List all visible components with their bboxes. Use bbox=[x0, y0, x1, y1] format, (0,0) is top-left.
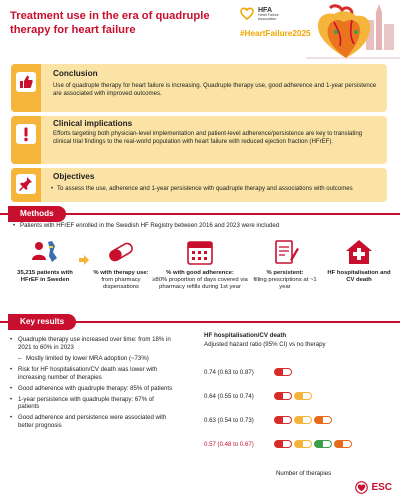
objectives-box bbox=[11, 168, 387, 202]
esc-heart-icon bbox=[355, 481, 368, 494]
thumbs-up-icon bbox=[16, 72, 36, 92]
therapy-pills bbox=[274, 368, 292, 376]
methods-col-adherence-bold: % with good adherence: bbox=[166, 270, 234, 276]
page-title: Treatment use in the era of quadruple therapy for heart failure bbox=[10, 10, 210, 36]
key-results-header bbox=[0, 314, 400, 330]
therapy-pill bbox=[314, 440, 332, 448]
hr-subtitle: Adjusted hazard ratio (95% CI) vs no therapy bbox=[204, 341, 326, 348]
exclamation-icon bbox=[16, 124, 36, 144]
clinical-box bbox=[11, 116, 387, 164]
key-result-item: • Risk for HF hospitalisation/CV death was lower with increasing number of therapies bbox=[8, 366, 176, 382]
key-result-subitem: – Mostly limited by lower MRA adoption (~73%) bbox=[8, 355, 176, 363]
methods-col-adherence-text: ≥80% proportion of days covered via pharmacy refills during 1st year bbox=[152, 277, 248, 291]
hr-value: 0.57 (0.48 to 0.67) bbox=[204, 440, 254, 448]
conclusion-title: Conclusion bbox=[53, 69, 98, 78]
therapy-pill bbox=[274, 392, 292, 400]
hr-footer: Number of therapies bbox=[276, 470, 332, 477]
esc-text: ESC bbox=[371, 482, 392, 493]
therapy-pill bbox=[294, 416, 312, 424]
therapy-pill bbox=[294, 392, 312, 400]
therapy-pill bbox=[274, 440, 292, 448]
methods-col-therapy-text: from pharmacy dispensations bbox=[101, 277, 141, 291]
hr-value: 0.74 (0.63 to 0.87) bbox=[204, 368, 254, 376]
conclusion-box bbox=[11, 64, 387, 112]
hr-title: HF hospitalisation/CV death bbox=[204, 332, 287, 339]
clinical-title: Clinical implications bbox=[53, 119, 133, 128]
calendar-icon bbox=[185, 238, 215, 266]
therapy-pill bbox=[334, 440, 352, 448]
hr-row-3 bbox=[204, 416, 332, 424]
therapy-pills bbox=[274, 416, 332, 424]
methods-col-persistent-bold: % persistent: bbox=[266, 270, 304, 276]
key-result-item: • Good adherence and persistence were associated with better prognosis bbox=[8, 414, 176, 430]
therapy-pills bbox=[274, 392, 312, 400]
methods-col-persistent-text: filling prescriptions at ~1 year bbox=[253, 277, 317, 291]
hfa-line1: Heart Failure bbox=[258, 13, 279, 18]
therapy-pill bbox=[294, 440, 312, 448]
therapy-pills bbox=[274, 440, 352, 448]
hr-row-1 bbox=[204, 368, 292, 376]
hr-row-2 bbox=[204, 392, 312, 400]
key-result-item: • 1-year persistence with quadruple therapy: 67% of patients bbox=[8, 396, 176, 412]
key-results-tab: Key results bbox=[8, 314, 76, 330]
clinical-text: Efforts targeting both physician-level implementation and patient-level adherence/persistence are key to translating clinical trial findings to the real-world population with heart failure with reduced ejection fraction (HFrEF). bbox=[53, 130, 363, 146]
methods-col-outcome-bold: HF hospitalisation and CV death bbox=[327, 270, 391, 284]
therapy-pill bbox=[274, 368, 292, 376]
hfa-line2: Association bbox=[258, 17, 277, 22]
patients-icon bbox=[30, 238, 60, 266]
methods-col-persistent bbox=[252, 238, 318, 292]
header bbox=[0, 0, 400, 62]
hr-value: 0.64 (0.55 to 0.74) bbox=[204, 392, 254, 400]
prescription-icon bbox=[270, 238, 300, 266]
key-results-list bbox=[8, 336, 176, 433]
methods-tab: Methods bbox=[8, 206, 66, 222]
methods-col-patients bbox=[14, 238, 76, 284]
hospital-icon bbox=[344, 238, 374, 266]
hashtag: #HeartFailure2025 bbox=[240, 29, 311, 38]
conclusion-text: Use of quadruple therapy for heart failure is increasing. Quadruple therapy use, good adherence and 1-year persistence are associated with improved outcomes. bbox=[53, 82, 377, 98]
hr-value: 0.63 (0.54 to 0.73) bbox=[204, 416, 254, 424]
methods-col-outcome bbox=[326, 238, 392, 284]
therapy-pill bbox=[274, 416, 292, 424]
methods-col-therapy-bold: % with therapy use: bbox=[93, 270, 149, 276]
key-result-item: • Good adherence with quadruple therapy: 85% of patients bbox=[8, 385, 176, 393]
heart-city-illustration bbox=[306, 2, 400, 62]
hr-row-4 bbox=[204, 440, 352, 448]
methods-header bbox=[0, 206, 400, 222]
objectives-item: • To assess the use, adherence and 1-year persistence with quadruple therapy and associations with outcomes bbox=[57, 185, 383, 193]
arrow-right-icon bbox=[78, 254, 90, 266]
key-result-item: • Quadruple therapy use increased over time: from 18% in 2021 to 60% in 2023 bbox=[8, 336, 176, 352]
therapy-pill bbox=[314, 416, 332, 424]
methods-col-therapy bbox=[92, 238, 150, 292]
methods-col-adherence bbox=[152, 238, 248, 292]
hfa-abbr: HFA bbox=[258, 7, 272, 14]
objectives-title: Objectives bbox=[53, 172, 95, 181]
pill-icon bbox=[106, 238, 136, 266]
methods-bullet: • Patients with HFrEF enrolled in the Swedish HF Registry between 2016 and 2023 were included bbox=[20, 222, 279, 229]
hfa-heart-icon bbox=[240, 7, 254, 21]
hfa-logo bbox=[240, 7, 279, 22]
methods-col-patients-bold: 35,215 patients with HFrEF in Sweden bbox=[17, 270, 73, 284]
esc-logo bbox=[355, 481, 392, 494]
pin-icon bbox=[16, 174, 36, 194]
